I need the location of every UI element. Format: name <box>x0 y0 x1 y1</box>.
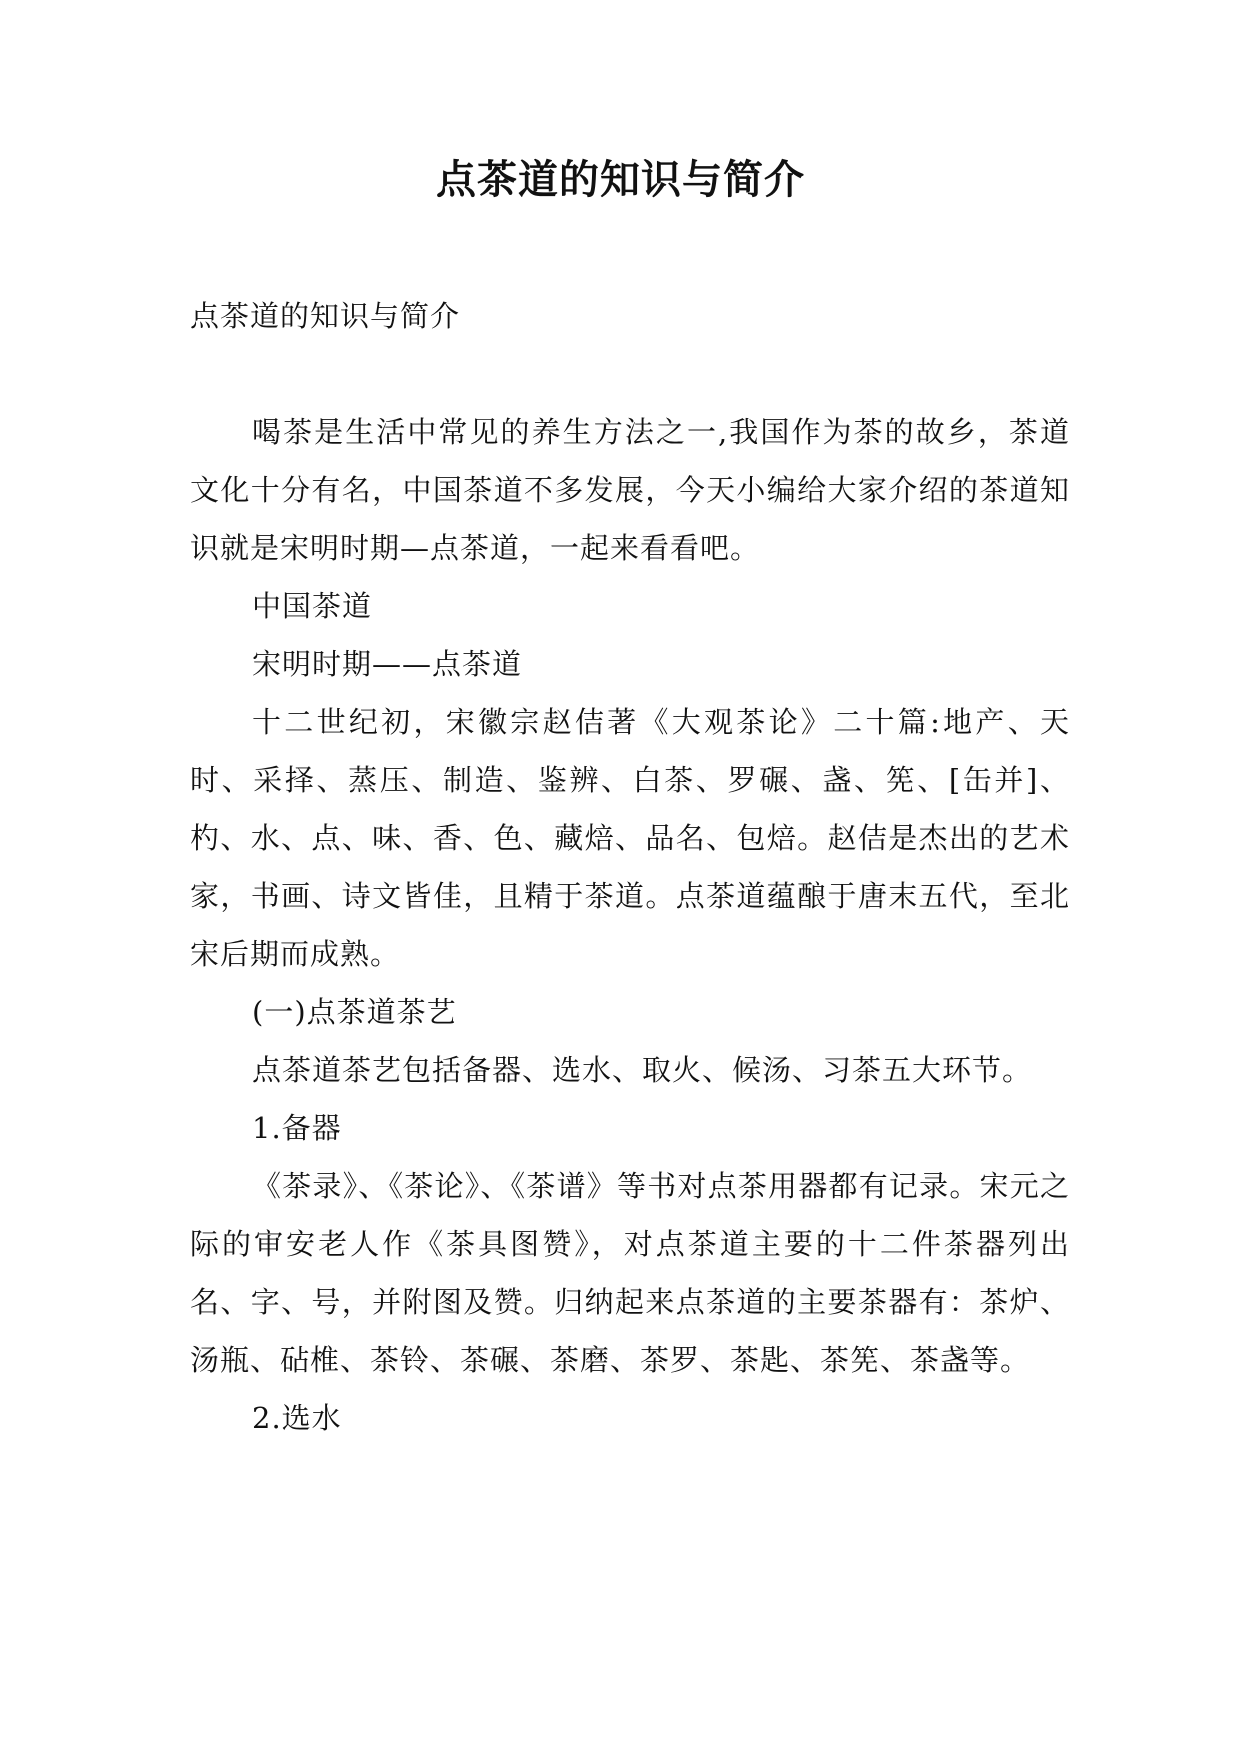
history-paragraph: 十二世纪初，宋徽宗赵佶著《大观茶论》二十篇:地产、天时、采择、蒸压、制造、鉴辨、白茶、罗碾、盏、筅、[缶并]、杓、水、点、味、香、色、藏焙、品名、包焙。赵佶是杰出的艺术家，书画、诗文皆佳，且精于茶道。点茶道蕴酿于唐末五代，至北宋后期而成熟。 <box>190 705 1070 971</box>
subsection-heading-tea-art: (一)点茶道茶艺 <box>252 995 457 1029</box>
item-heading-equipment: 1.备器 <box>252 1111 342 1145</box>
intro-paragraph: 喝茶是生活中常见的养生方法之一,我国作为茶的故乡，茶道文化十分有名，中国茶道不多发展，今天小编给大家介绍的茶道知识就是宋明时期—点茶道，一起来看看吧。 <box>190 415 1070 565</box>
section-heading-china-tea: 中国茶道 <box>252 589 373 623</box>
section-heading-song-ming: 宋明时期——点茶道 <box>252 647 523 681</box>
equipment-paragraph: 《茶录》、《茶论》、《茶谱》等书对点茶用器都有记录。宋元之际的审安老人作《茶具图赞》，对点茶道主要的十二件茶器列出名、字、号，并附图及赞。归纳起来点茶道的主要茶器有：茶炉、汤瓶、砧椎、茶铃、茶碾、茶磨、茶罗、茶匙、茶筅、茶盏等。 <box>190 1169 1070 1377</box>
item-heading-water: 2.选水 <box>252 1401 342 1435</box>
tea-art-paragraph: 点茶道茶艺包括备器、选水、取火、候汤、习茶五大环节。 <box>252 1053 1033 1087</box>
document-body <box>190 287 1070 1447</box>
document-subtitle: 点茶道的知识与简介 <box>190 299 461 333</box>
document-title: 点茶道的知识与简介 <box>436 156 805 203</box>
